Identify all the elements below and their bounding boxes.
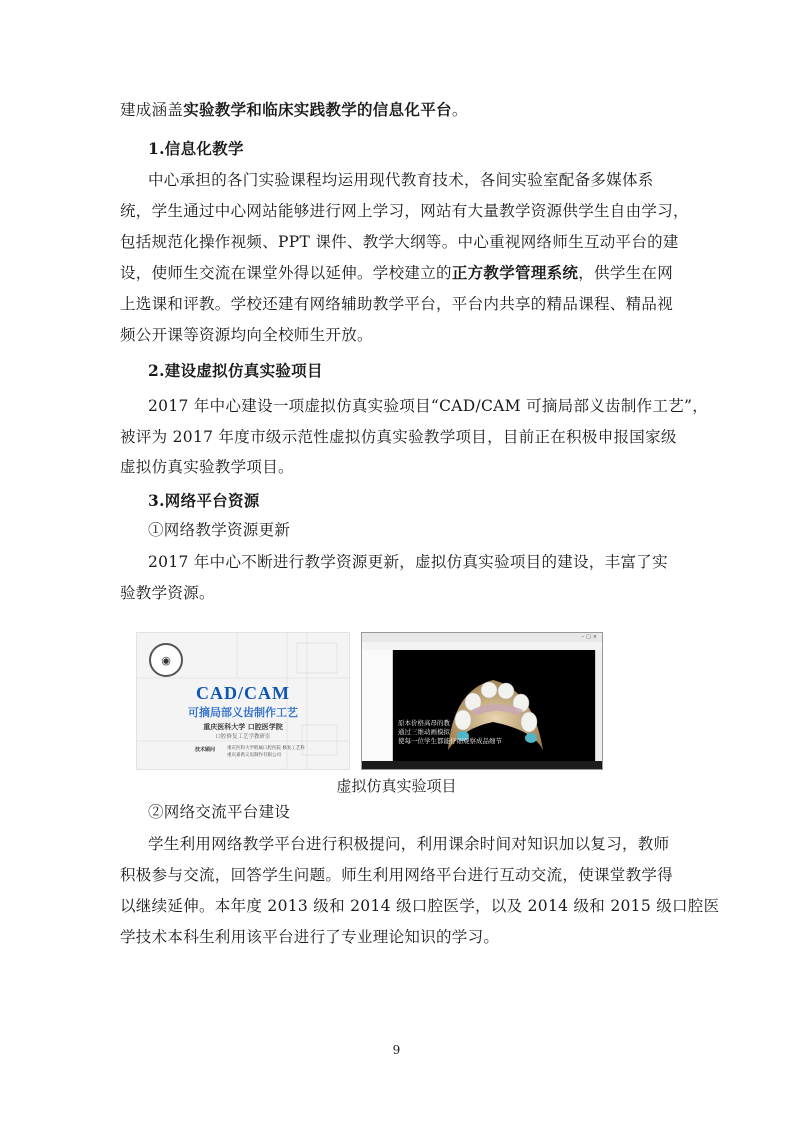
- paragraph-1-line-4: [120, 263, 680, 283]
- paragraph-4-line-4: 学技术本科生利用该平台进行了专业理论知识的学习。: [120, 928, 500, 946]
- paragraph-1-line-3: 包括规范化操作视频、PPT 课件、教学大纲等。中心重视网络师生互动平台的建: [120, 233, 679, 251]
- window-sidebar: [362, 650, 393, 761]
- slide-title-en: CAD/CAM: [196, 683, 290, 703]
- slide-school: 重庆医科大学 口腔医学院: [203, 722, 283, 731]
- text-run: 建成涵盖: [120, 101, 184, 119]
- subheading-1: ①网络教学资源更新: [148, 521, 291, 539]
- paragraph-2-line-1: 2017 年中心建设一项虚拟仿真实验项目“CAD/CAM 可摘局部义齿制作工艺”，: [148, 397, 709, 415]
- school-logo-icon: ◉: [149, 643, 183, 677]
- taskbar: [362, 761, 602, 769]
- slide-credit-label: 技术顾问: [195, 747, 216, 753]
- paragraph-2-line-3: 虚拟仿真实验教学项目。: [120, 458, 294, 476]
- window-controls-icon: –□×: [581, 634, 599, 640]
- heading-1: 1.信息化教学: [148, 139, 244, 158]
- slide-title-cn: 可摘局部义齿制作工艺: [188, 706, 298, 719]
- paragraph-3-line-2: 验教学资源。: [120, 584, 215, 602]
- scrollbar: [595, 650, 602, 761]
- text-run: 设，使师生交流在课堂外得以延伸。学校建立的: [120, 264, 452, 282]
- paragraph-1-line-5: 上选课和评教。学校还建有网络辅助教学平台，平台内共享的精品课程、精品视: [120, 295, 674, 313]
- paragraph-4-line-1: 学生利用网络教学平台进行积极提问，利用课余时间对知识加以复习，教师: [148, 835, 670, 853]
- paragraph-1-line-2: 统，学生通过中心网站能够进行网上学习，网站有大量教学资源供学生自由学习，: [120, 202, 689, 220]
- bold-text-run: 实验教学和临床实践教学的信息化平台: [183, 100, 452, 119]
- overlay-caption-2: 通过三维动画模拟: [398, 728, 450, 736]
- paragraph-4-line-2: 积极参与交流，回答学生问题。师生利用网络平台进行互动交流，使课堂教学得: [120, 866, 674, 884]
- text-run: ，供学生在网: [578, 264, 674, 282]
- slide-department: 口腔修复工艺学教研室: [215, 734, 271, 740]
- figure-software-screenshot: [361, 632, 603, 770]
- paragraph-1-line-6: 频公开课等资源均向全校师生开放。: [120, 326, 373, 344]
- paragraph-2-line-2: 被评为 2017 年度市级示范性虚拟仿真实验教学项目，目前正在积极申报国家级: [120, 428, 677, 446]
- overlay-caption-1: 原本价格高昂的教: [398, 719, 450, 727]
- slide-credit-1: 重庆医科大学附属口腔医院 修复工艺科: [227, 746, 305, 751]
- paragraph-3-line-1: 2017 年中心不断进行教学资源更新，虚拟仿真实验项目的建设，丰富了实: [148, 553, 668, 571]
- overlay-caption-3: 使每一位学生都能仔细观察成品细节: [398, 737, 502, 745]
- heading-3: 3.网络平台资源: [148, 491, 260, 510]
- heading-2: 2.建设虚拟仿真实验项目: [148, 361, 323, 380]
- figure-slide-image: [136, 632, 350, 770]
- paragraph-0: [120, 100, 680, 120]
- paragraph-4-line-3: 以继续延伸。本年度 2013 级和 2014 级口腔医学，以及 2014 级和 2015 级口腔医: [120, 897, 720, 915]
- paragraph-1-line-1: 中心承担的各门实验课程均运用现代教育技术，各间实验室配备多媒体系: [148, 171, 654, 189]
- text-run: 。: [451, 101, 468, 119]
- slide-credit-2: 重庆嘉禹义齿制作有限公司: [227, 753, 281, 758]
- subheading-2: ②网络交流平台建设: [148, 803, 291, 821]
- figure-caption: 虚拟仿真实验项目: [336, 777, 457, 795]
- page-number: 9: [392, 1043, 401, 1057]
- bold-text-run: 正方教学管理系统: [451, 263, 579, 282]
